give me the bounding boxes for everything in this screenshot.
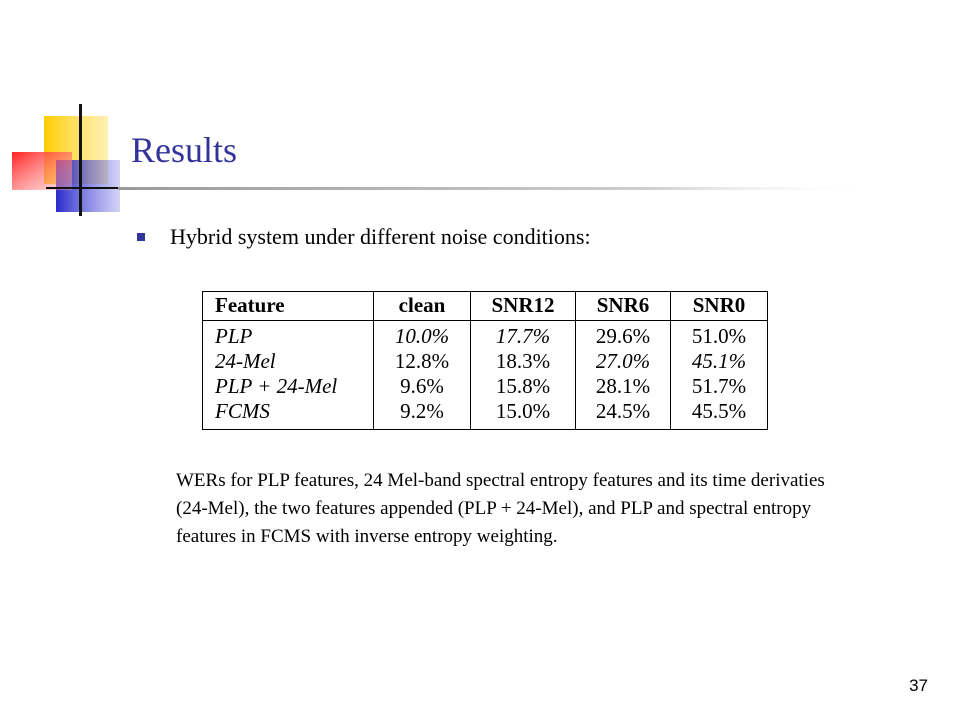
horizontal-bar [46,187,130,189]
table-row [203,349,768,374]
cell-snr6: 28.1% [576,374,671,399]
slide-number: 37 [909,676,928,695]
cell-snr0: 45.5% [671,399,768,430]
cell-feature: PLP [203,321,374,350]
cell-snr0: 51.7% [671,374,768,399]
table-row [203,321,768,350]
cell-feature: PLP + 24-Mel [203,374,374,399]
table-row [203,374,768,399]
cell-snr12: 17.7% [471,321,576,350]
cell-snr0: 51.0% [671,321,768,350]
bullet-text: Hybrid system under different noise conditions: [170,224,591,249]
cell-clean: 10.0% [374,321,471,350]
table-caption: WERs for PLP features, 24 Mel-band spectral entropy features and its time derivaties (24-Mel), the two features appended (PLP + 24-Mel), and PLP and spectral entropy features in FCMS with inverse entropy weighting. [176,470,825,547]
header-feature: Feature [203,292,374,321]
slide-title: Results [131,130,238,170]
header-snr12: SNR12 [471,292,576,321]
table-row [203,399,768,430]
header-snr0: SNR0 [671,292,768,321]
bullet-item [137,222,591,252]
vertical-bar [79,104,82,216]
red-square [12,152,72,190]
cell-snr6: 24.5% [576,399,671,430]
wer-results-table [202,291,768,430]
cell-clean: 9.2% [374,399,471,430]
cell-snr12: 15.8% [471,374,576,399]
cell-feature: FCMS [203,399,374,430]
cell-snr6: 29.6% [576,321,671,350]
cell-clean: 9.6% [374,374,471,399]
cell-snr12: 15.0% [471,399,576,430]
cell-clean: 12.8% [374,349,471,374]
square-bullet-icon [137,233,145,241]
cell-snr0: 45.1% [671,349,768,374]
yellow-square [44,116,108,184]
header-clean: clean [374,292,471,321]
table-header-row [203,292,768,321]
title-underline [118,187,878,190]
cell-snr6: 27.0% [576,349,671,374]
cell-feature: 24-Mel [203,349,374,374]
blue-square [56,160,120,212]
cell-snr12: 18.3% [471,349,576,374]
header-snr6: SNR6 [576,292,671,321]
